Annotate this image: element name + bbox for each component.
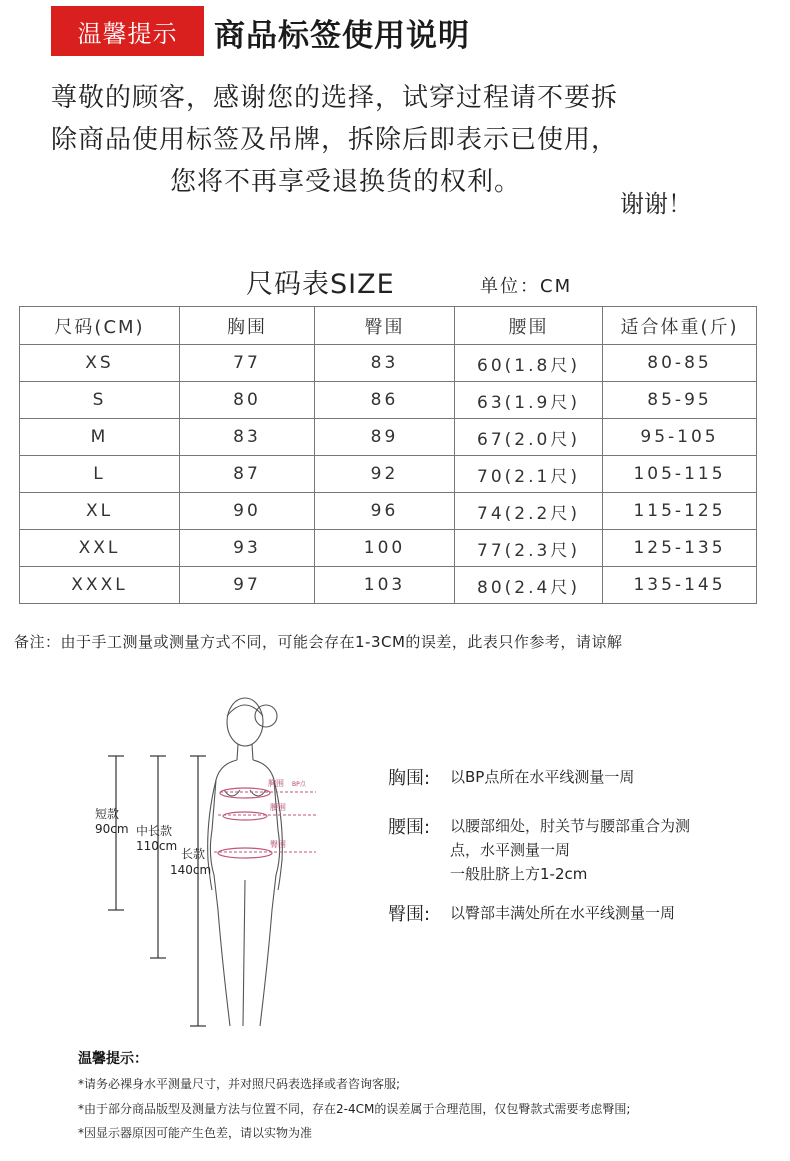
cell-bust: 87 xyxy=(180,456,315,493)
intro-line-3: 您将不再享受退换货的权利。 xyxy=(170,167,522,197)
cell-bust: 93 xyxy=(180,530,315,567)
page-title: 商品标签使用说明 xyxy=(214,18,470,54)
cell-size: XL xyxy=(20,493,180,530)
cell-weight: 125-135 xyxy=(603,530,757,567)
cell-size: XXXL xyxy=(20,567,180,604)
waist-description-3: 一般肚脐上方1-2cm xyxy=(450,865,588,883)
intro-line-2: 除商品使用标签及吊牌，拆除后即表示已使用， xyxy=(51,125,619,155)
cell-size: L xyxy=(20,456,180,493)
thanks-text: 谢谢！ xyxy=(620,190,692,218)
cell-waist: 60(1.8尺) xyxy=(455,345,603,382)
cell-size: S xyxy=(20,382,180,419)
cell-hip: 96 xyxy=(315,493,455,530)
unit-label: 单位：CM xyxy=(480,276,573,297)
table-row xyxy=(20,567,757,604)
waist-term: 腰围: xyxy=(388,817,431,838)
cell-hip: 86 xyxy=(315,382,455,419)
long-value: 140cm xyxy=(170,863,212,877)
header-size: 尺码(CM) xyxy=(20,307,180,345)
cell-hip: 89 xyxy=(315,419,455,456)
table-row xyxy=(20,456,757,493)
cell-bust: 90 xyxy=(180,493,315,530)
table-row xyxy=(20,345,757,382)
long-label: 长款 xyxy=(181,847,206,861)
table-row xyxy=(20,493,757,530)
tip-item: *请务必裸身水平测量尺寸，并对照尺码表选择或者咨询客服; xyxy=(78,1077,401,1091)
cell-weight: 80-85 xyxy=(603,345,757,382)
short-value: 90cm xyxy=(95,822,129,836)
tips-title: 温馨提示： xyxy=(78,1051,148,1067)
table-row xyxy=(20,419,757,456)
woman-silhouette xyxy=(208,698,283,1026)
waist-description-2: 点，水平测量一周 xyxy=(450,841,571,859)
table-header-row xyxy=(20,307,757,345)
cell-hip: 103 xyxy=(315,567,455,604)
size-table xyxy=(19,306,757,604)
header-hip: 臀围 xyxy=(315,307,455,345)
cell-weight: 85-95 xyxy=(603,382,757,419)
cell-size: XS xyxy=(20,345,180,382)
cell-hip: 83 xyxy=(315,345,455,382)
header-waist: 腰围 xyxy=(455,307,603,345)
cell-size: XXL xyxy=(20,530,180,567)
hip-description: 以臀部丰满处所在水平线测量一周 xyxy=(450,904,676,922)
tip-item: *因显示器原因可能产生色差，请以实物为准 xyxy=(78,1126,313,1140)
cell-waist: 74(2.2尺) xyxy=(455,493,603,530)
body-figure xyxy=(80,680,380,1040)
cell-weight: 105-115 xyxy=(603,456,757,493)
tag-bp: BP点 xyxy=(292,781,306,788)
notice-badge: 温馨提示 xyxy=(51,6,204,56)
tag-bust: 胸围 xyxy=(268,779,284,788)
intro-line-1: 尊敬的顾客，感谢您的选择，试穿过程请不要拆 xyxy=(51,83,619,113)
cell-size: M xyxy=(20,419,180,456)
tag-hip: 臀围 xyxy=(270,840,286,849)
waist-description-1: 以腰部细处，肘关节与腰部重合为测 xyxy=(450,817,691,835)
cell-waist: 70(2.1尺) xyxy=(455,456,603,493)
table-row xyxy=(20,530,757,567)
hip-term: 臀围: xyxy=(388,904,431,925)
tag-waist: 腰围 xyxy=(270,803,286,812)
cell-bust: 97 xyxy=(180,567,315,604)
cell-waist: 77(2.3尺) xyxy=(455,530,603,567)
cell-waist: 80(2.4尺) xyxy=(455,567,603,604)
cell-bust: 80 xyxy=(180,382,315,419)
bust-description: 以BP点所在水平线测量一周 xyxy=(450,768,635,786)
cell-weight: 135-145 xyxy=(603,567,757,604)
cell-waist: 67(2.0尺) xyxy=(455,419,603,456)
tip-item: *由于部分商品版型及测量方法与位置不同，存在2-4CM的误差属于合理范围，仅包臀款式需要考虑臀围; xyxy=(78,1102,631,1116)
cell-weight: 95-105 xyxy=(603,419,757,456)
short-label: 短款 xyxy=(95,807,120,821)
mid-value: 110cm xyxy=(136,839,178,853)
cell-weight: 115-125 xyxy=(603,493,757,530)
header-bust: 胸围 xyxy=(180,307,315,345)
cell-waist: 63(1.9尺) xyxy=(455,382,603,419)
cell-bust: 83 xyxy=(180,419,315,456)
bust-term: 胸围: xyxy=(388,768,431,789)
header-weight: 适合体重(斤) xyxy=(603,307,757,345)
remark-note: 备注：由于手工测量或测量方式不同，可能会存在1-3CM的误差，此表只作参考，请谅解 xyxy=(14,633,623,651)
size-chart-title: 尺码表SIZE xyxy=(246,269,395,300)
cell-hip: 100 xyxy=(315,530,455,567)
table-row xyxy=(20,382,757,419)
mid-label: 中长款 xyxy=(136,824,173,838)
cell-bust: 77 xyxy=(180,345,315,382)
cell-hip: 92 xyxy=(315,456,455,493)
